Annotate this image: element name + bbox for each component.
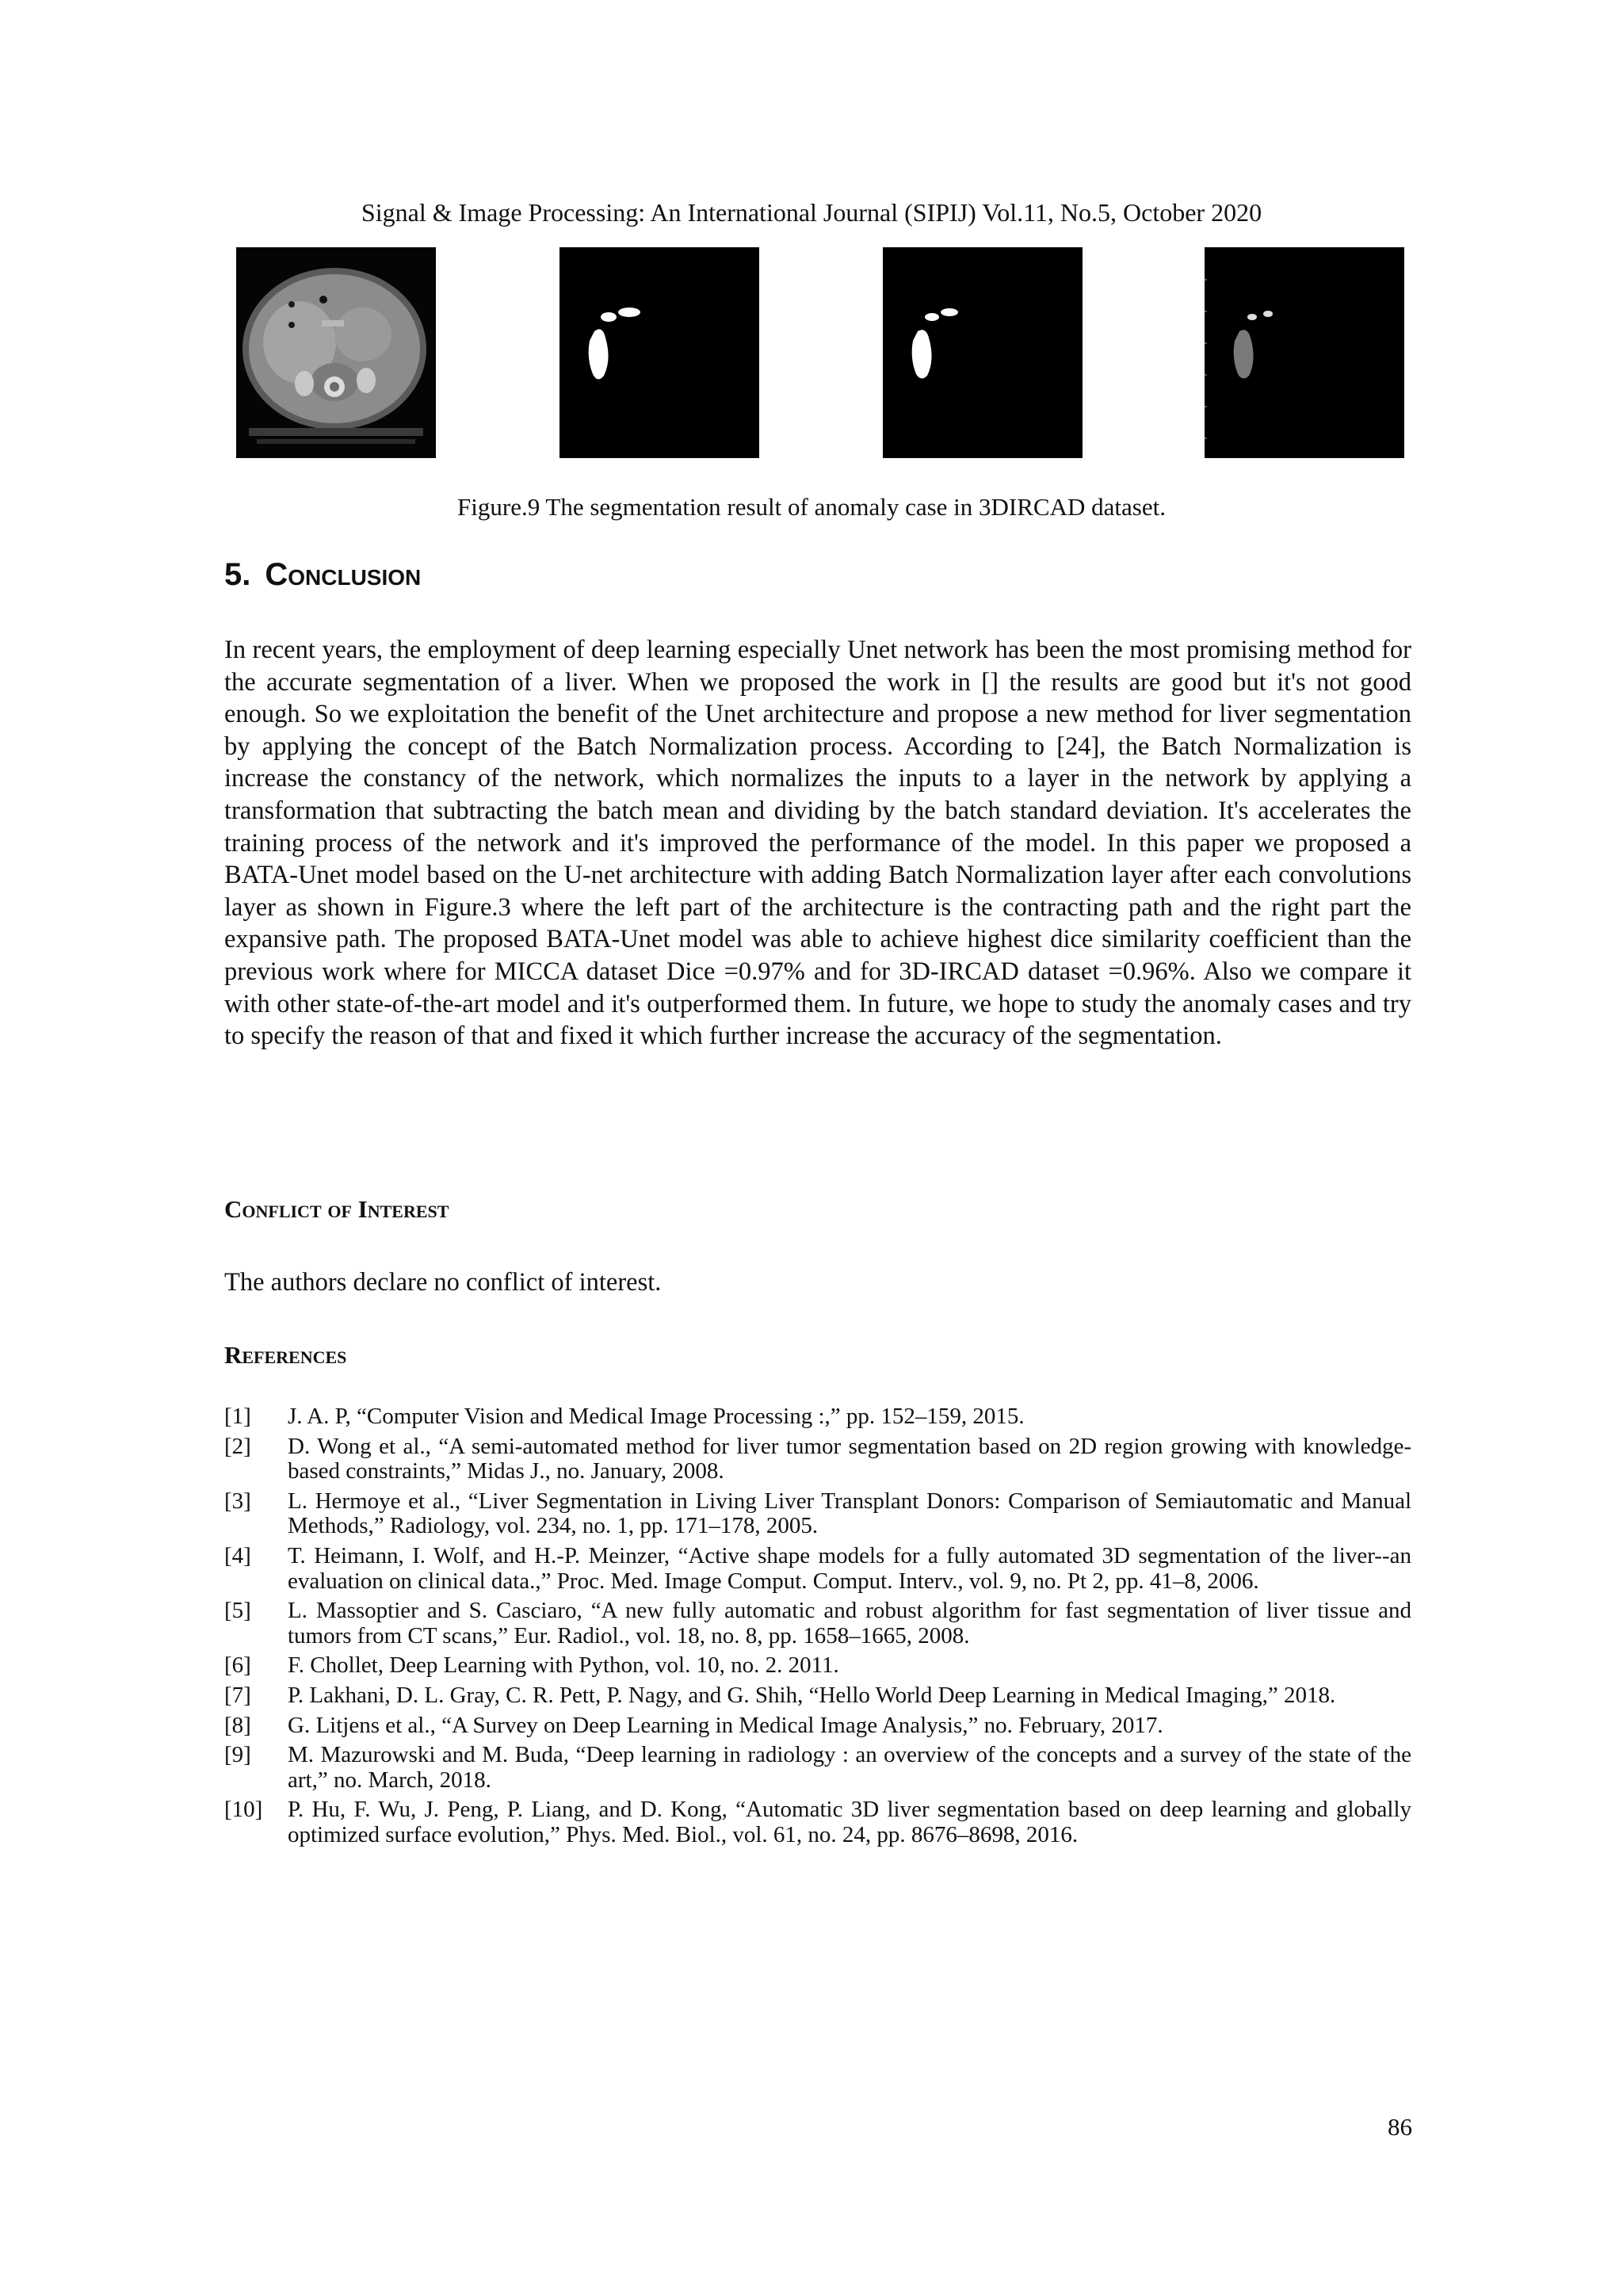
reference-item: [224, 1599, 1411, 1648]
reference-text: P. Hu, F. Wu, J. Peng, P. Liang, and D. Kong, “Automatic 3D liver segmentation based on deep learning and globally optimized surface evolution,” Phys. Med. Biol., vol. 61, no. 24, pp. 8676–8698, 2016.: [288, 1797, 1411, 1847]
segmentation-mask-ground-truth: [559, 247, 759, 458]
reference-number: [6]: [224, 1652, 251, 1679]
reference-item: [224, 1713, 1411, 1739]
reference-number: [3]: [224, 1488, 251, 1514]
reference-item: [224, 1489, 1411, 1539]
reference-text: M. Mazurowski and M. Buda, “Deep learning in radiology : an overview of the concepts and a survey of the state of the art,” no. March, 2018.: [288, 1742, 1411, 1793]
conclusion-paragraph: In recent years, the employment of deep learning especially Unet network has been the most promising method for the accurate segmentation of a liver. When we proposed the work in [] the results are good but it's not good enough. So we exploitation the benefit of the Unet architecture and propose a new method for liver segmentation by applying the concept of the Batch Normalization process. According to [24], the Batch Normalization is increase the constancy of the network, which normalizes the inputs to a layer in the network by applying a transformation that subtracting the batch mean and dividing by the batch standard deviation. It's accelerates the training process of the network and it's improved the performance of the model. In this paper we proposed a BATA-Unet model based on the U-net architecture with adding Batch Normalization layer after each convolutions layer as shown in Figure.3 where the left part of the architecture is the contracting path and the right part the expansive path. The proposed BATA-Unet model was able to achieve highest dice similarity coefficient than the previous work where for MICCA dataset Dice =0.97% and for 3D-IRCAD dataset =0.96%. Also we compare it with other state-of-the-art model and it's outperformed them. In future, we hope to study the anomaly cases and try to specify the reason of that and fixed it which further increase the accuracy of the segmentation.: [224, 636, 1411, 1051]
reference-number: [10]: [224, 1797, 263, 1823]
running-head: Signal & Image Processing: An International Journal (SIPIJ) Vol.11, No.5, October 2020: [361, 198, 1262, 227]
reference-item: [224, 1653, 1411, 1679]
section-number: 5.: [224, 557, 251, 592]
figure-9: [236, 247, 1404, 458]
reference-number: [8]: [224, 1712, 251, 1738]
section-title: Conclusion: [265, 557, 422, 592]
reference-text: L. Massoptier and S. Casciaro, “A new fully automatic and robust algorithm for fast segmentation of liver tissue and tumors from CT scans,” Eur. Radiol., vol. 18, no. 8, pp. 1658–1665, 2008.: [288, 1598, 1411, 1648]
reference-text: G. Litjens et al., “A Survey on Deep Learning in Medical Image Analysis,” no. February, 2017.: [288, 1712, 1163, 1738]
reference-item: [224, 1544, 1411, 1594]
reference-text: F. Chollet, Deep Learning with Python, vol. 10, no. 2. 2011.: [288, 1652, 839, 1679]
section-heading-conclusion: [224, 555, 421, 594]
reference-text: T. Heimann, I. Wolf, and H.-P. Meinzer, “Active shape models for a fully automated 3D segmentation of the liver--an evaluation on clinical data.,” Proc. Med. Image Comput. Comput. Interv., vol. 9, no. Pt 2, pp. 41–8, 2006.: [288, 1542, 1411, 1594]
reference-number: [5]: [224, 1598, 251, 1624]
reference-number: [4]: [224, 1542, 251, 1568]
reference-item: [224, 1797, 1411, 1847]
reference-number: [9]: [224, 1742, 251, 1768]
reference-text: L. Hermoye et al., “Liver Segmentation in Living Liver Transplant Donors: Comparison of Semiautomatic and Manual Methods,” Radiology, vol. 234, no. 1, pp. 171–178, 2005.: [288, 1488, 1411, 1539]
figure-caption: Figure.9 The segmentation result of anomaly case in 3DIRCAD dataset.: [457, 493, 1166, 521]
segmentation-mask-prediction: [883, 247, 1083, 458]
reference-text: P. Lakhani, D. L. Gray, C. R. Pett, P. Nagy, and G. Shih, “Hello World Deep Learning in Medical Imaging,” 2018.: [288, 1682, 1336, 1708]
reference-number: [2]: [224, 1433, 251, 1459]
reference-item: [224, 1404, 1411, 1430]
section-heading-references: References: [224, 1341, 347, 1369]
reference-text: D. Wong et al., “A semi-automated method for liver tumor segmentation based on 2D region growing with knowledge-based constraints,” Midas J., no. January, 2008.: [288, 1433, 1411, 1484]
reference-number: [1]: [224, 1404, 251, 1429]
page-number: 86: [1388, 2113, 1412, 2141]
section-heading-conflict: Conflict of Interest: [224, 1195, 449, 1223]
conflict-paragraph: The authors declare no conflict of interest.: [224, 1268, 662, 1297]
reference-item: [224, 1435, 1411, 1484]
reference-item: [224, 1743, 1411, 1793]
reference-number: [7]: [224, 1682, 251, 1708]
segmentation-overlay: [1205, 247, 1404, 458]
reference-text: J. A. P, “Computer Vision and Medical Image Processing :,” pp. 152–159, 2015.: [288, 1404, 1025, 1429]
reference-item: [224, 1683, 1411, 1709]
reference-list: [224, 1404, 1411, 1853]
ct-scan-image: [236, 247, 436, 458]
